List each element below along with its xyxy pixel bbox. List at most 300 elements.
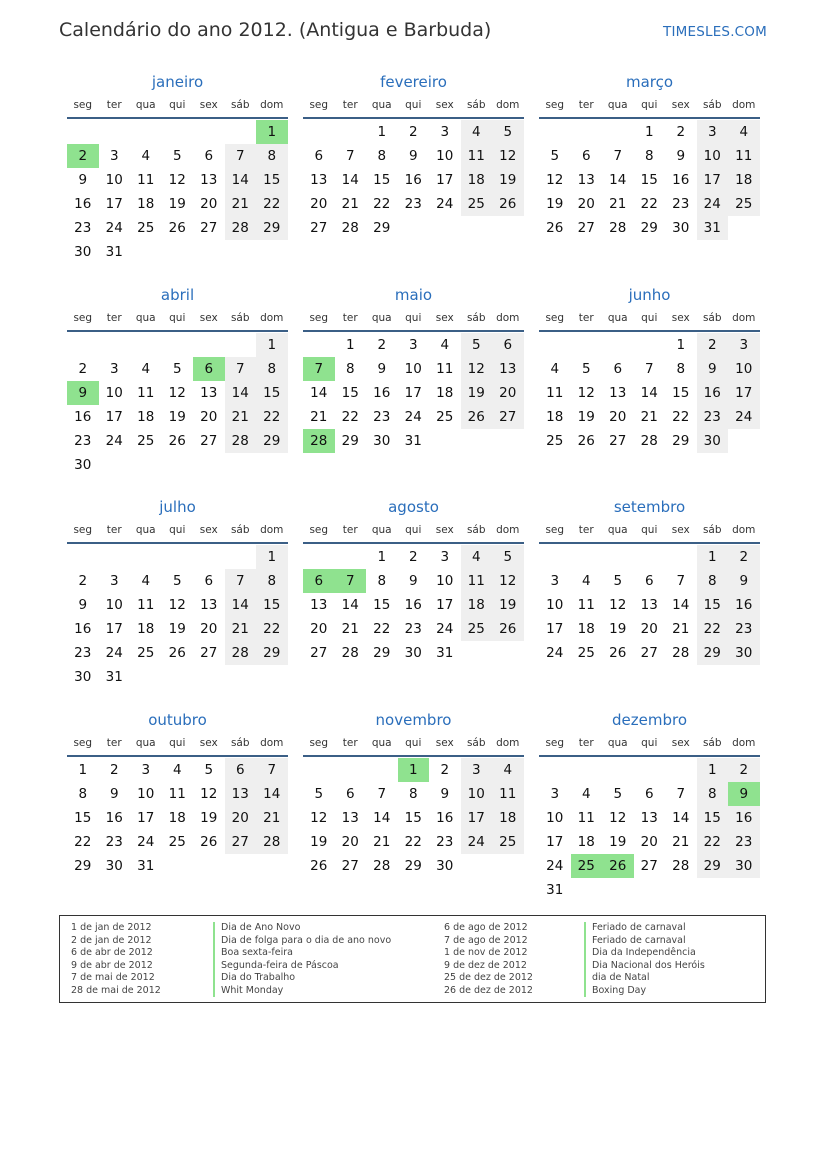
day-grid [539,757,760,902]
day-cell: 17 [728,381,760,405]
empty-cell [335,758,367,782]
day-grid [303,332,524,453]
day-cell: 15 [697,806,729,830]
empty-cell [602,120,634,144]
weekday-header [303,521,524,544]
day-cell: 2 [78,573,88,589]
weekday-label: qua [607,312,628,324]
weekday-label: dom [496,524,520,536]
day-cell: 30 [74,244,92,260]
day-cell: 3 [141,762,151,778]
weekday-label: sex [435,99,454,111]
day-grid [303,757,524,878]
day-cell: 7 [225,357,257,381]
day-cell: 15 [256,168,288,192]
day-cell: 26 [492,192,524,216]
weekday-header [303,96,524,119]
legend-holiday-name: Boa sexta-feira [213,947,391,960]
day-cell: 5 [461,333,493,357]
day-cell: 1 [78,762,88,778]
day-cell: 30 [404,645,422,661]
day-cell: 23 [74,433,92,449]
weekday-label: sex [671,524,690,536]
day-cell: 29 [256,429,288,453]
holiday-day-cell: 25 [571,854,603,878]
day-cell: 23 [74,220,92,236]
day-grid [67,332,288,477]
day-cell: 26 [461,405,493,429]
day-cell: 11 [461,144,493,168]
day-cell: 21 [256,806,288,830]
day-cell: 25 [577,645,595,661]
empty-cell [539,333,571,357]
day-cell: 16 [74,409,92,425]
day-cell: 29 [404,858,422,874]
day-cell: 28 [225,429,257,453]
day-cell: 8 [408,786,418,802]
day-cell: 23 [404,621,422,637]
day-cell: 12 [168,597,186,613]
empty-cell [162,333,194,357]
day-cell: 30 [436,858,454,874]
month-name: julho [159,498,196,516]
day-cell: 28 [672,858,690,874]
month-name: novembro [375,711,452,729]
day-cell: 3 [109,573,119,589]
day-cell: 29 [697,854,729,878]
day-cell: 7 [225,569,257,593]
empty-cell [225,120,257,144]
month-name: setembro [613,498,686,516]
empty-cell [539,545,571,569]
day-cell: 8 [345,361,355,377]
day-cell: 23 [105,834,123,850]
weekday-label: qua [607,737,628,749]
day-cell: 6 [314,148,324,164]
day-cell: 30 [672,220,690,236]
day-cell: 22 [74,834,92,850]
holiday-day-cell: 1 [398,758,430,782]
day-cell: 5 [613,786,623,802]
day-cell: 24 [105,220,123,236]
day-cell: 8 [256,357,288,381]
legend-date: 6 de ago de 2012 [444,922,528,933]
day-cell: 17 [137,810,155,826]
day-cell: 17 [546,621,564,637]
day-cell: 10 [728,357,760,381]
day-cell: 2 [728,545,760,569]
day-cell: 29 [697,641,729,665]
weekday-label: sáb [230,312,250,324]
month-name: junho [628,286,671,304]
day-cell: 23 [404,196,422,212]
empty-cell [67,545,99,569]
day-cell: 10 [546,810,564,826]
day-cell: 21 [672,834,690,850]
month-março [539,71,760,240]
legend-holiday-name: Feriado de carnaval [584,935,705,948]
empty-cell [571,120,603,144]
day-cell: 24 [461,830,493,854]
weekday-label: ter [106,312,122,324]
day-cell: 22 [404,834,422,850]
empty-cell [99,333,131,357]
month-janeiro [67,71,288,264]
weekday-label: sex [199,737,218,749]
day-cell: 12 [609,597,627,613]
weekday-label: qua [135,99,156,111]
day-cell: 8 [256,569,288,593]
day-cell: 20 [492,381,524,405]
day-cell: 10 [105,597,123,613]
empty-cell [602,545,634,569]
empty-cell [571,333,603,357]
weekday-label: sex [435,312,454,324]
day-cell: 30 [697,429,729,453]
day-cell: 20 [310,196,328,212]
weekday-label: seg [545,99,565,111]
weekday-label: dom [496,737,520,749]
day-cell: 19 [168,196,186,212]
weekday-header [67,734,288,757]
day-cell: 5 [581,361,591,377]
day-cell: 1 [345,337,355,353]
day-cell: 9 [109,786,119,802]
day-cell: 24 [546,858,564,874]
weekday-label: qua [371,737,392,749]
day-cell: 11 [137,385,155,401]
month-julho [67,496,288,689]
weekday-label: qua [135,524,156,536]
day-cell: 6 [613,361,623,377]
day-cell: 9 [440,786,450,802]
day-cell: 1 [256,333,288,357]
day-cell: 8 [697,782,729,806]
weekday-label: seg [309,524,329,536]
empty-cell [99,545,131,569]
day-cell: 4 [461,545,493,569]
day-cell: 5 [204,762,214,778]
day-cell: 16 [373,385,391,401]
day-cell: 28 [373,858,391,874]
empty-cell [634,758,666,782]
empty-cell [335,120,367,144]
day-cell: 9 [408,573,418,589]
day-cell: 13 [341,810,359,826]
day-cell: 6 [345,786,355,802]
day-cell: 12 [200,786,218,802]
day-cell: 13 [200,172,218,188]
day-cell: 15 [256,381,288,405]
day-cell: 26 [492,617,524,641]
weekday-header [67,521,288,544]
weekday-label: sáb [702,312,722,324]
day-cell: 12 [492,144,524,168]
day-cell: 19 [609,621,627,637]
day-cell: 24 [697,192,729,216]
weekday-label: dom [496,99,520,111]
weekday-label: sex [671,737,690,749]
day-cell: 15 [256,593,288,617]
month-novembro [303,709,524,878]
day-cell: 7 [377,786,387,802]
brand-link[interactable]: TIMESLES.COM [663,24,767,40]
holiday-day-cell: 9 [728,782,760,806]
day-cell: 27 [609,433,627,449]
month-maio [303,284,524,453]
weekday-label: ter [578,737,594,749]
legend-holiday-name: Whit Monday [213,985,391,998]
day-cell: 9 [78,172,88,188]
day-cell: 15 [373,597,391,613]
legend-holiday-name: Dia Nacional dos Heróis [584,960,705,973]
weekday-label: qui [641,524,658,536]
weekday-label: sáb [230,99,250,111]
day-cell: 12 [577,385,595,401]
day-cell: 25 [461,617,493,641]
day-cell: 21 [640,409,658,425]
weekday-label: seg [73,524,93,536]
day-cell: 21 [341,196,359,212]
day-cell: 5 [550,148,560,164]
empty-cell [335,545,367,569]
day-grid [539,332,760,453]
empty-cell [634,545,666,569]
day-cell: 22 [640,196,658,212]
day-cell: 18 [137,409,155,425]
day-cell: 29 [256,216,288,240]
day-cell: 31 [546,882,564,898]
day-cell: 24 [137,834,155,850]
day-cell: 17 [697,168,729,192]
weekday-label: qui [641,737,658,749]
legend-holiday-name: Boxing Day [584,985,705,998]
weekday-label: dom [732,524,756,536]
day-cell: 19 [492,168,524,192]
day-cell: 14 [310,385,328,401]
day-cell: 27 [577,220,595,236]
empty-cell [193,545,225,569]
month-abril [67,284,288,477]
day-cell: 20 [310,621,328,637]
day-cell: 4 [141,148,151,164]
day-cell: 14 [672,810,690,826]
empty-cell [539,758,571,782]
day-cell: 14 [373,810,391,826]
day-cell: 23 [697,405,729,429]
weekday-label: dom [260,99,284,111]
day-cell: 25 [546,433,564,449]
day-cell: 2 [78,361,88,377]
day-cell: 29 [640,220,658,236]
day-cell: 3 [440,549,450,565]
day-cell: 26 [200,834,218,850]
weekday-label: ter [578,312,594,324]
day-cell: 8 [644,148,654,164]
day-cell: 9 [78,597,88,613]
day-cell: 23 [672,196,690,212]
day-cell: 1 [377,124,387,140]
empty-cell [193,120,225,144]
day-cell: 28 [256,830,288,854]
weekday-label: seg [545,737,565,749]
empty-cell [634,333,666,357]
weekday-label: dom [260,312,284,324]
day-cell: 22 [373,621,391,637]
weekday-header [67,309,288,332]
legend-holiday-name: Dia de Ano Novo [213,922,391,935]
day-cell: 11 [461,569,493,593]
day-cell: 8 [697,569,729,593]
day-cell: 29 [373,220,391,236]
weekday-label: ter [342,524,358,536]
day-cell: 29 [373,645,391,661]
weekday-label: sáb [466,737,486,749]
weekday-label: dom [732,99,756,111]
day-cell: 17 [105,196,123,212]
day-cell: 31 [697,216,729,240]
day-cell: 2 [728,758,760,782]
day-cell: 19 [546,196,564,212]
holiday-day-cell: 6 [303,569,335,593]
day-cell: 21 [225,617,257,641]
day-cell: 2 [109,762,119,778]
day-cell: 11 [168,786,186,802]
day-cell: 3 [109,361,119,377]
day-cell: 10 [404,361,422,377]
day-cell: 24 [105,433,123,449]
empty-cell [303,758,335,782]
legend-holiday-name: dia de Natal [584,972,705,985]
day-cell: 9 [676,148,686,164]
day-cell: 9 [377,361,387,377]
day-cell: 11 [492,782,524,806]
day-cell: 11 [728,144,760,168]
day-cell: 13 [492,357,524,381]
weekday-label: dom [260,737,284,749]
weekday-label: qua [607,524,628,536]
weekday-label: qui [405,524,422,536]
holiday-day-cell: 1 [256,120,288,144]
day-cell: 27 [200,433,218,449]
day-cell: 19 [609,834,627,850]
day-cell: 7 [256,758,288,782]
day-cell: 22 [697,617,729,641]
holiday-day-cell: 6 [193,357,225,381]
day-cell: 12 [310,810,328,826]
day-cell: 3 [109,148,119,164]
weekday-label: qua [607,99,628,111]
legend-date: 7 de ago de 2012 [444,934,528,946]
empty-cell [162,545,194,569]
day-cell: 14 [256,782,288,806]
day-cell: 19 [168,621,186,637]
legend-date: 26 de dez de 2012 [444,984,533,996]
day-cell: 15 [373,172,391,188]
day-cell: 25 [728,192,760,216]
day-grid [539,544,760,665]
weekday-label: qui [169,312,186,324]
day-cell: 12 [168,385,186,401]
day-cell: 22 [672,409,690,425]
legend-holiday-name: Dia do Trabalho [213,972,391,985]
legend-date: 25 de dez de 2012 [444,972,533,983]
weekday-label: ter [106,737,122,749]
day-cell: 5 [172,148,182,164]
weekday-label: qui [641,99,658,111]
day-cell: 20 [225,806,257,830]
weekday-label: qua [135,312,156,324]
day-cell: 13 [310,597,328,613]
empty-cell [67,333,99,357]
weekday-label: ter [342,737,358,749]
day-cell: 30 [728,641,760,665]
day-cell: 30 [728,854,760,878]
weekday-label: seg [545,312,565,324]
day-cell: 11 [546,385,564,401]
empty-cell [303,120,335,144]
day-cell: 18 [546,409,564,425]
day-cell: 22 [256,617,288,641]
day-cell: 10 [697,144,729,168]
month-agosto [303,496,524,665]
day-cell: 22 [373,196,391,212]
day-cell: 15 [697,593,729,617]
day-cell: 14 [225,168,257,192]
day-cell: 4 [440,337,450,353]
legend-names-right [584,922,705,997]
day-grid [539,119,760,240]
day-cell: 25 [168,834,186,850]
day-cell: 18 [137,196,155,212]
day-cell: 21 [225,405,257,429]
weekday-header [539,734,760,757]
day-cell: 16 [105,810,123,826]
day-cell: 20 [200,409,218,425]
day-cell: 21 [225,192,257,216]
weekday-label: qua [371,99,392,111]
day-cell: 10 [105,385,123,401]
day-cell: 18 [137,621,155,637]
empty-cell [99,120,131,144]
holiday-day-cell: 7 [335,569,367,593]
legend-dates-right [444,922,533,997]
day-cell: 4 [141,573,151,589]
weekday-label: sáb [702,737,722,749]
empty-cell [602,333,634,357]
weekday-label: sáb [466,312,486,324]
day-cell: 12 [461,357,493,381]
legend-date: 6 de abr de 2012 [71,947,153,958]
day-cell: 28 [672,645,690,661]
day-cell: 15 [672,385,690,401]
day-cell: 17 [105,409,123,425]
day-cell: 30 [373,433,391,449]
day-cell: 31 [105,244,123,260]
day-cell: 24 [105,645,123,661]
day-cell: 25 [137,645,155,661]
day-cell: 19 [577,409,595,425]
day-cell: 16 [74,621,92,637]
day-cell: 7 [676,573,686,589]
day-cell: 13 [200,597,218,613]
weekday-label: dom [496,312,520,324]
day-cell: 26 [168,645,186,661]
day-cell: 8 [78,786,88,802]
empty-cell [303,545,335,569]
day-cell: 2 [377,337,387,353]
day-cell: 29 [74,858,92,874]
